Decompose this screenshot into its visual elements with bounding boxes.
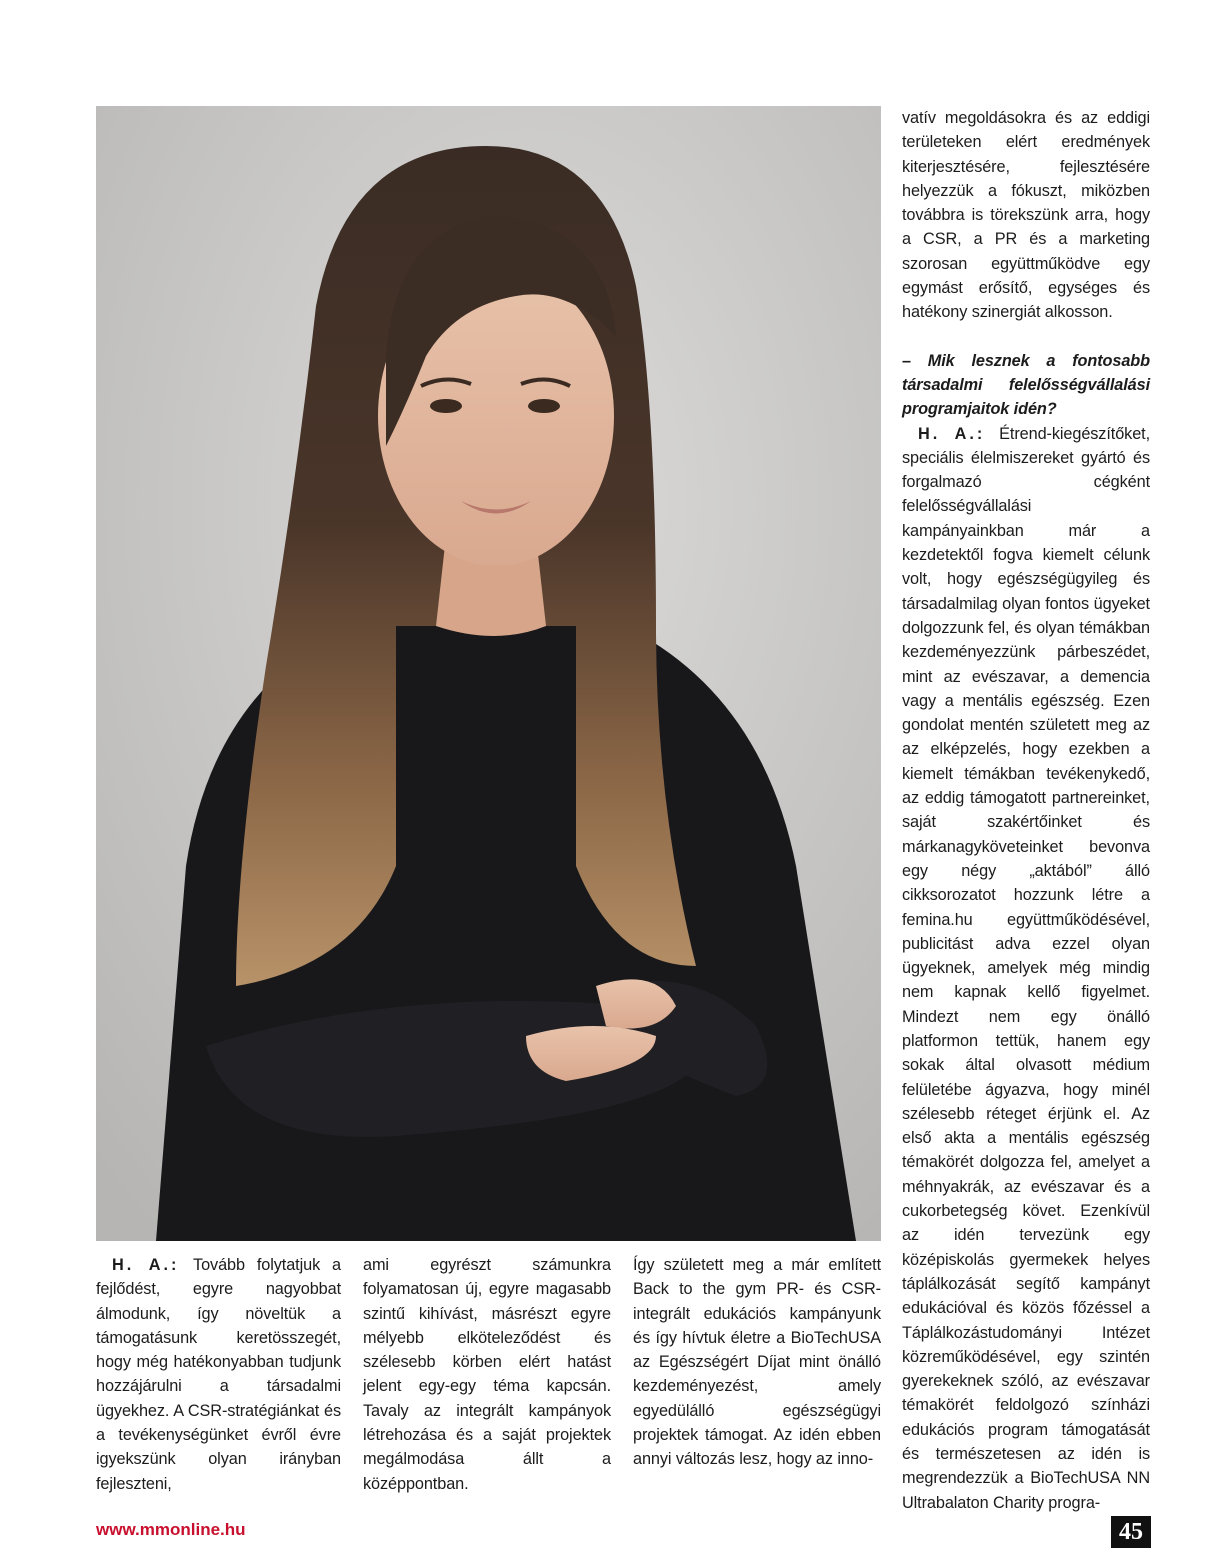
bottom-column-1-text xyxy=(96,1253,341,1496)
page-number: 45 xyxy=(1111,1516,1151,1548)
right-column xyxy=(902,106,1150,1515)
bottom-column-2-text: ami egyrészt számunkra folyamatosan új, egyre magasabb szintű kihívást, másrészt egyre mélyebb elköteleződést és szélesebb körben elért hatást jelent egy-egy téma kapcsán. Tavaly az integrált kampányok létrehozása és a saját projektek megálmodása állt a középpontban. xyxy=(363,1256,611,1493)
bottom-column-3-text: Így született meg a már említett Back to the gym PR- és CSR-integrált edukációs kampányunk és így hívtuk életre a BioTechUSA az Egészségért Díjat mint önálló kezdeményezést, amely egyedülálló egészségügyi projektek támogat. Az idén ebben annyi változás lesz, hogy az inno- xyxy=(633,1256,881,1469)
bottom-column-3 xyxy=(633,1253,881,1472)
interview-answer xyxy=(902,422,1150,1515)
bottom-column-2 xyxy=(363,1253,611,1496)
portrait-illustration xyxy=(96,106,881,1241)
bottom-column-1-body: Tovább folytatjuk a fejlődést, egyre nagyobbat álmodunk, így növeltük a támogatásunk keretösszegét, hogy még hatékonyabban tudjunk hozzájárulni a társadalmi ügyekhez. A CSR-stratégiánkat és a tevékenységünket évről évre igyekszünk olyan irányban fejleszteni, xyxy=(96,1256,341,1493)
portrait-photo xyxy=(96,106,881,1241)
answer-text: Étrend-kiegészítőket, speciális élelmiszereket gyártó és forgalmazó cégként felelősségvállalási kampányainkban már a kezdetektől fogva kiemelt célunk volt, hogy egészségügyileg és társadalmilag olyan fontos ügyeket dolgozzunk fel, és olyan témákban kezdeményezzünk párbeszédet, mint az evészavar, a demencia vagy a mentális egészség. Ezen gondolat mentén született meg az az elképzelés, hogy ezekben a kiemelt témákban tevékenykedő, az eddig támogatott partnereinket, saját szakértőinket és márkanagyköveteinket bevonva egy négy „aktából” álló cikksorozatot hozzunk létre a femina.hu együttműködésével, publicitást adva ezzel olyan ügyeknek, amelyek még mindig nem kapnak kellő figyelmet. Mindezt nem egy önálló platformon tettük, hanem egy sokak által olvasott médium felületébe ágyazva, hogy minél szélesebb réteget érjünk el. Az első akta a mentális egészség témakörét dolgozza fel, amelyet a méhnyakrák, az evészavar és a cukorbetegség követ. Ezenkívül az idén tervezünk egy középiskolás gyermekek helyes táplálkozását segítő kampányt edukációval és közös főzéssel a Táplálkozástudományi Intézet közreműködésével, egy szintén gyerekeknek szóló, az evészavar témakörét feldolgozó színházi edukációs program támogatását és természetesen az idén is megrendezzük a BioTechUSA NN Ultrabalaton Charity progra- xyxy=(902,424,1150,1512)
footer-url: www.mmonline.hu xyxy=(96,1520,246,1539)
speaker-label: H. A.: xyxy=(112,1256,180,1274)
bottom-column-1 xyxy=(96,1253,341,1496)
right-column-continuation: vatív megoldásokra és az eddigi területeken elért eredmények kiterjesztésére, fejlesztésére helyezzük a fókuszt, miközben továbbra is törekszünk arra, hogy a CSR, a PR és a marketing szorosan együttműködve egy egymást erősítő, egységes és hatékony szinergiát alkosson. xyxy=(902,109,1150,322)
speaker-label: H. A.: xyxy=(918,424,986,443)
interview-question: – Mik lesznek a fontosabb társadalmi felelősségvállalási programjaitok idén? xyxy=(902,351,1150,419)
